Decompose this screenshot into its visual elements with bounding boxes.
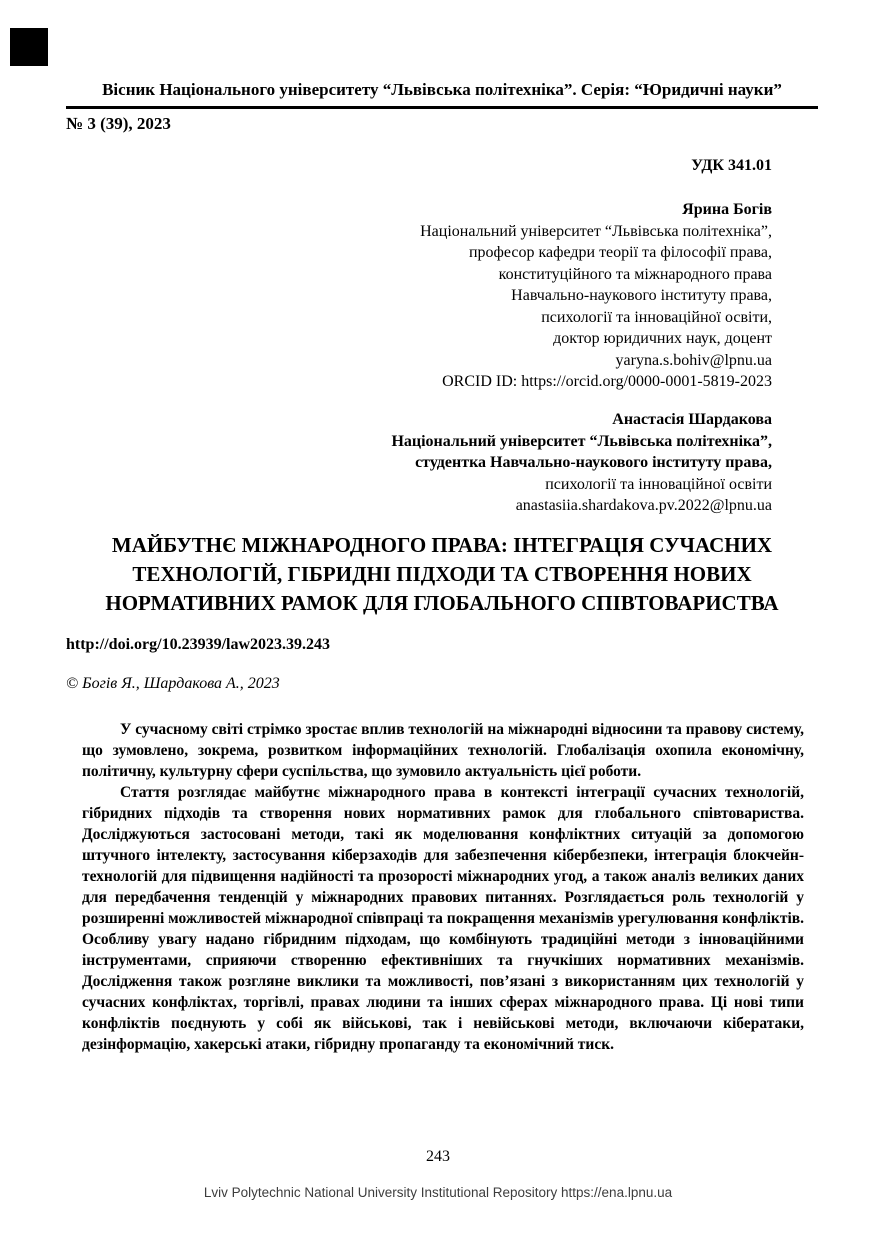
author-orcid: ORCID ID: https://orcid.org/0000-0001-5819-2023 <box>442 373 772 390</box>
abstract-paragraph-1: У сучасному світі стрімко зростає вплив технологій на міжнародні відносини та правову систему, що зумовлено, зокрема, розвитком інформаційних технологій. Глобалізація охопила економічну, політичну, культурну сфери суспільства, що зумовило актуальність цієї роботи. <box>82 721 804 780</box>
author-name: Ярина Богів <box>682 201 772 218</box>
author-affiliation-line: Навчально-наукового інституту права, <box>511 287 772 304</box>
doi-link: http://doi.org/10.23939/law2023.39.243 <box>66 636 331 653</box>
journal-title: Вісник Національного університету “Львівська політехніка”. Серія: “Юридичні науки” <box>102 80 782 99</box>
header-divider <box>66 106 818 109</box>
author-affiliation-line: Національний університет “Львівська політехніка”, <box>420 222 772 240</box>
issue-number: № 3 (39), 2023 <box>66 114 171 133</box>
author-affiliation-line: конституційного та міжнародного права <box>498 265 772 283</box>
abstract <box>82 719 804 1055</box>
author-degree-line: доктор юридичних наук, доцент <box>553 330 772 347</box>
copyright-line: © Богів Я., Шардакова А., 2023 <box>66 675 280 692</box>
author-email: anastasiia.shardakova.pv.2022@lpnu.ua <box>515 497 772 514</box>
page-number: 243 <box>426 1148 450 1165</box>
author-block-2 <box>212 409 772 517</box>
scan-corner-mark <box>10 28 48 66</box>
abstract-paragraph-2: Стаття розглядає майбутнє міжнародного права в контексті інтеграції сучасних технологій, гібридних підходів та створення нових нормативних рамок для глобального співтовариства. Досліджуються застосовані методи, такі як моделювання конфліктних ситуацій за допомогою штучного інтелекту, застосування кіберзаходів для забезпечення кібербезпеки, інтеграція блокчейн-технологій для підвищення надійності та прозорості міжнародних угод, а також аналіз великих даних для передбачення тенденцій у міжнародних правових питаннях. Розглядається роль технологій у розширенні можливостей міжнародної співпраці та покращення механізмів урегулювання конфліктів. Особливу увагу надано гібридним підходам, що комбінують традиційні методи з інноваційними інструментами, сприяючи створенню ефективніших та гнучкіших нормативних механізмів. Дослідження також розгляне виклики та можливості, пов’язані з використанням цих технологій у сучасних конфліктах, торгівлі, правах людини та інших сферах міжнародного права. Ці нові типи конфліктів поєднують у собі як військові, так і невійськові методи, включаючи кібератаки, дезінформацію, хакерські атаки, гібридну пропаганду та економічний тиск. <box>82 784 804 1053</box>
author-affiliation-line: Національний університет “Львівська політехніка”, <box>391 432 772 450</box>
author-affiliation-line: професор кафедри теорії та філософії права, <box>468 244 772 261</box>
author-email: yaryna.s.bohiv@lpnu.ua <box>615 351 772 369</box>
article-title: МАЙБУТНЄ МІЖНАРОДНОГО ПРАВА: ІНТЕГРАЦІЯ СУЧАСНИХ ТЕХНОЛОГІЙ, ГІБРИДНІ ПІДХОДИ ТА СТВОРЕННЯ НОВИХ НОРМАТИВНИХ РАМОК ДЛЯ ГЛОБАЛЬНОГО СПІВТОВАРИСТВА <box>105 533 779 615</box>
author-block-1 <box>212 199 772 393</box>
author-affiliation-line: психології та інноваційної освіти <box>545 475 772 493</box>
udc-code: УДК 341.01 <box>691 157 772 174</box>
author-affiliation-line: психології та інноваційної освіти, <box>541 308 772 326</box>
author-name: Анастасія Шардакова <box>612 411 772 428</box>
repository-footer: Lviv Polytechnic National University Institutional Repository https://ena.lpnu.ua <box>203 1185 673 1200</box>
author-affiliation-line: студентка Навчально-наукового інституту права, <box>415 454 772 471</box>
